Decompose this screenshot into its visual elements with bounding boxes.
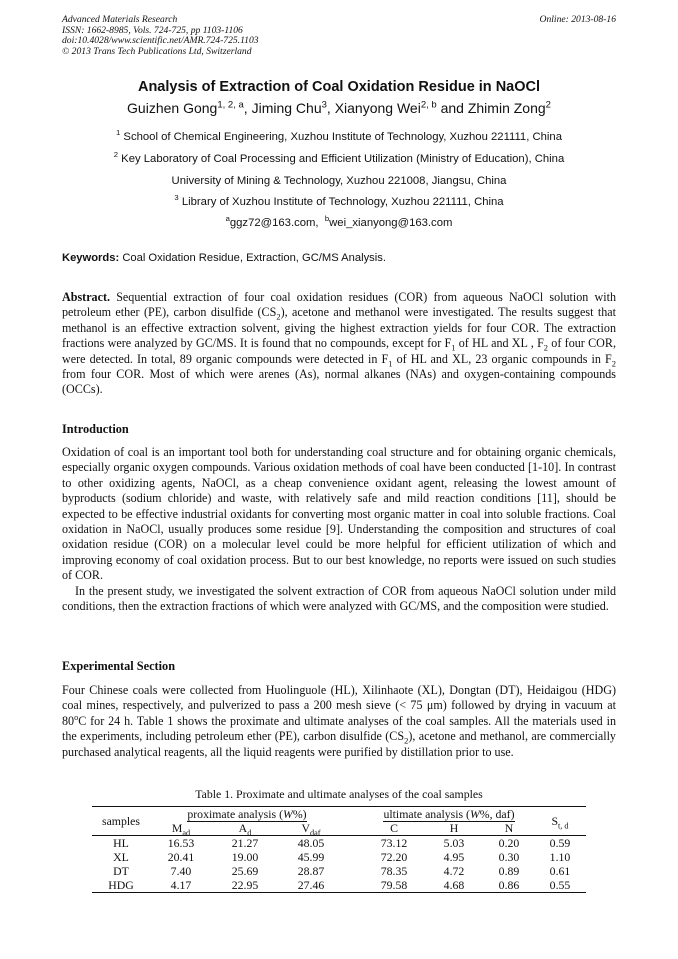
table-cell: 48.05 xyxy=(297,836,325,850)
experimental-body xyxy=(62,683,616,760)
table-cell: HL xyxy=(113,836,129,850)
table-cell: 45.99 xyxy=(297,850,325,864)
table-row xyxy=(92,850,586,864)
subscript: 2 xyxy=(276,311,281,322)
author-separator: and xyxy=(436,100,468,116)
affiliation-text: Key Laboratory of Coal Processing and Efficient Utilization (Ministry of Education), China xyxy=(121,153,565,165)
paper-title: Analysis of Extraction of Coal Oxidation Residue in NaOCl xyxy=(137,79,541,95)
table-cell: 0.86 xyxy=(484,878,534,893)
table-cell: 21.27 xyxy=(231,836,259,850)
email-b: wei_xianyong@163.com xyxy=(329,217,453,229)
author-separator: , xyxy=(326,100,335,116)
table-row xyxy=(92,864,586,878)
table-gap-cell xyxy=(344,864,364,878)
group-proximate xyxy=(150,807,344,822)
subscript: d xyxy=(247,828,252,838)
col-v xyxy=(278,821,344,836)
affiliation-marker: 1 xyxy=(116,128,121,138)
col-samples: samples xyxy=(92,807,150,836)
group-ultimate xyxy=(364,807,534,822)
table-gap-cell xyxy=(344,836,364,851)
table-cell: 27.46 xyxy=(278,878,344,893)
table-cell: HDG xyxy=(92,878,150,893)
table-cell: 0.59 xyxy=(549,836,571,850)
issn-line: ISSN: 1662-8985, Vols. 724-725, pp 1103-1106 xyxy=(62,24,243,36)
w-symbol: W xyxy=(469,807,480,821)
affiliation-marker: 2 xyxy=(113,150,119,160)
abstract-text: from four COR. Most of which were arenes (As), normal alkanes (NAs) and oxygen-containing compounds (OCCs). xyxy=(62,367,616,397)
affiliation-marker: 3 xyxy=(174,193,179,203)
email-marker: a xyxy=(225,214,230,224)
table-cell: 0.30 xyxy=(498,850,520,864)
table-cell: 0.20 xyxy=(498,836,520,850)
author-list xyxy=(62,100,616,116)
table-cell: 4.95 xyxy=(443,850,465,864)
col-m xyxy=(150,821,212,836)
affiliation-text: Library of Xuzhou Institute of Technology, Xuzhou 221111, China xyxy=(181,196,504,208)
author-name: Xianyong Wei xyxy=(334,100,421,116)
table-cell: 0.55 xyxy=(534,878,586,893)
s-symbol: S xyxy=(551,814,558,828)
table-cell: 4.72 xyxy=(443,864,465,878)
table-cell: 4.17 xyxy=(150,878,212,893)
table-cell: XL xyxy=(113,850,129,864)
a-symbol: A xyxy=(238,821,248,835)
subscript: ad xyxy=(182,828,191,838)
table-cell: 22.95 xyxy=(212,878,278,893)
subscript: 2 xyxy=(543,342,549,353)
table-cell: 19.00 xyxy=(231,850,259,864)
introduction-paragraph: In the present study, we investigated the solvent extraction of COR from aqueous NaOCl solution under mild conditions, then the extraction fractions of which were analyzed with GC/MS, and the composition were studied. xyxy=(62,583,616,614)
introduction-heading: Introduction xyxy=(62,422,129,436)
table-cell: 7.40 xyxy=(170,864,192,878)
table-cell: 72.20 xyxy=(380,850,408,864)
keywords-label: Keywords: xyxy=(62,252,120,264)
group-proximate-label: proximate analysis ( xyxy=(187,807,284,821)
email-marker: b xyxy=(324,214,330,224)
table-caption: Table 1. Proximate and ultimate analyses of the coal samples xyxy=(195,787,483,801)
proximate-ultimate-table xyxy=(92,806,586,893)
author-name: Guizhen Gong xyxy=(127,100,218,116)
table-row xyxy=(92,836,586,851)
col-h: H xyxy=(424,821,484,836)
experimental-text: ), acetone and methanol, are commercially purchased analytical reagents, all the liquid reagents were purified by distillation prior to use. xyxy=(62,729,616,759)
abstract xyxy=(62,290,616,398)
table-cell: 78.35 xyxy=(380,864,408,878)
table-cell: 16.53 xyxy=(167,836,195,850)
author-affiliation-marker: 2, b xyxy=(420,99,437,111)
table-gap-cell xyxy=(344,850,364,864)
author-name: Jiming Chu xyxy=(251,100,322,116)
affiliation-text: School of Chemical Engineering, Xuzhou Institute of Technology, Xuzhou 221111, China xyxy=(123,131,562,143)
affiliation-1 xyxy=(62,128,616,143)
doi-line: doi:10.4028/www.scientific.net/AMR.724-725.1103 xyxy=(62,35,259,47)
subscript: 1 xyxy=(451,342,456,353)
journal-name: Advanced Materials Research xyxy=(62,14,178,25)
col-gap xyxy=(344,821,364,836)
col-a xyxy=(212,821,278,836)
experimental-heading: Experimental Section xyxy=(62,659,176,673)
affiliation-2 xyxy=(62,150,616,165)
subscript: daf xyxy=(309,828,321,838)
keywords-text: Coal Oxidation Residue, Extraction, GC/MS Analysis. xyxy=(122,252,386,264)
experimental-text: C for 24 h. Table 1 shows the proximate and ultimate analyses of the coal samples. All the materials used in the experiments, including petroleum ether (PE), carbon disulfide (CS xyxy=(62,713,616,744)
w-symbol: W xyxy=(283,807,293,821)
table-gap-cell xyxy=(344,878,364,893)
table-cell: 79.58 xyxy=(364,878,424,893)
journal-header xyxy=(62,15,616,57)
subscript: 1 xyxy=(388,358,393,369)
table-cell: 25.69 xyxy=(231,864,259,878)
v-symbol: V xyxy=(301,821,310,835)
group-ultimate-label: ultimate analysis ( xyxy=(383,807,470,821)
affiliation-2-cont: University of Mining & Technology, Xuzhou 221008, Jiangsu, China xyxy=(171,175,507,187)
abstract-text: of HL and XL, 23 organic compounds in F xyxy=(392,351,612,366)
table-cell: 4.68 xyxy=(424,878,484,893)
author-affiliation-marker: 1, 2, a xyxy=(217,99,244,111)
subscript: 2 xyxy=(611,358,616,369)
author-emails xyxy=(62,214,616,229)
keywords xyxy=(62,252,616,264)
group-gap xyxy=(344,807,364,822)
author-name: Zhimin Zong xyxy=(467,100,546,116)
col-c: C xyxy=(364,821,424,836)
subscript: 2 xyxy=(404,735,409,746)
table-cell: 28.87 xyxy=(297,864,325,878)
table-cell: 20.41 xyxy=(167,850,195,864)
author-affiliation-marker: 2 xyxy=(545,99,551,111)
affiliation-3 xyxy=(62,193,616,208)
email-a: ggz72@163.com, xyxy=(229,217,319,229)
table-cell: 5.03 xyxy=(443,836,465,850)
experimental-text: Four Chinese coals were collected from Huolinguole (HL), Xilinhaote (XL), Dongtan (DT), Heidaigou (HDG) coal mines, respectively, and pulverized to pass a 200 mesh sieve (< 75 μm) followed by drying in vacuum at 80 xyxy=(62,683,616,728)
group-proximate-unit: %) xyxy=(292,807,307,821)
m-symbol: M xyxy=(171,821,183,835)
abstract-text: Sequential extraction of four coal oxidation residues (COR) from aqueous NaOCl solution with petroleum ether (PE), carbon disulfide (CS xyxy=(62,290,617,320)
introduction-body xyxy=(62,445,616,614)
abstract-text: of HL and XL , F xyxy=(455,336,544,351)
table-cell: 0.89 xyxy=(498,864,520,878)
abstract-text: of four COR, were detected. In total, 89 organic compounds were detected in F xyxy=(62,336,616,366)
abstract-label: Abstract. xyxy=(62,290,111,304)
group-ultimate-unit: %, daf) xyxy=(479,807,515,821)
col-s xyxy=(534,807,586,836)
table-cell: 1.10 xyxy=(549,850,571,864)
subscript: t, d xyxy=(558,821,569,831)
online-date: Online: 2013-08-16 xyxy=(539,14,616,25)
table-cell: 73.12 xyxy=(380,836,408,850)
introduction-paragraph: Oxidation of coal is an important tool both for understanding coal structure and for obtaining organic chemicals, especially organic oxygen compounds. Various oxidation methods of coal have been conducted [1-10]. In contrast to other oxidizing agents, NaOCl, as a cheap convenience oxidant agent, releasing the lowest amount of byproducts (sodium chloride) and waste, with relatively safe and mild reaction conditions [11], should be expected to be effective industrial oxidants for converting most organic matter in coal into soluble fractions. Coal oxidation in NaOCl, usually produces some residue [9]. Understanding the composition and structures of coal oxidation residue (COR) on a molecular level could be more helpful for efficient utilization of which and improving economy of coal oxidation process. But to our best knowledge, no reports were issued on such studies of COR. xyxy=(62,445,616,583)
table-row xyxy=(92,878,586,893)
copyright-line: © 2013 Trans Tech Publications Ltd, Switzerland xyxy=(62,45,252,57)
author-affiliation-marker: 3 xyxy=(321,99,327,111)
col-n: N xyxy=(484,821,534,836)
abstract-text: ), acetone and methanol were investigated. The results suggest that methanol is an effective extraction solvent, giving the highest extraction yields for four COR. The extraction fractions were analyzed by GC/MS. It is found that no compounds, except for F xyxy=(62,305,617,351)
table-cell: 0.61 xyxy=(549,864,571,878)
table-cell: DT xyxy=(113,864,129,878)
degree-marker: o xyxy=(74,712,79,722)
author-separator: , xyxy=(243,100,252,116)
